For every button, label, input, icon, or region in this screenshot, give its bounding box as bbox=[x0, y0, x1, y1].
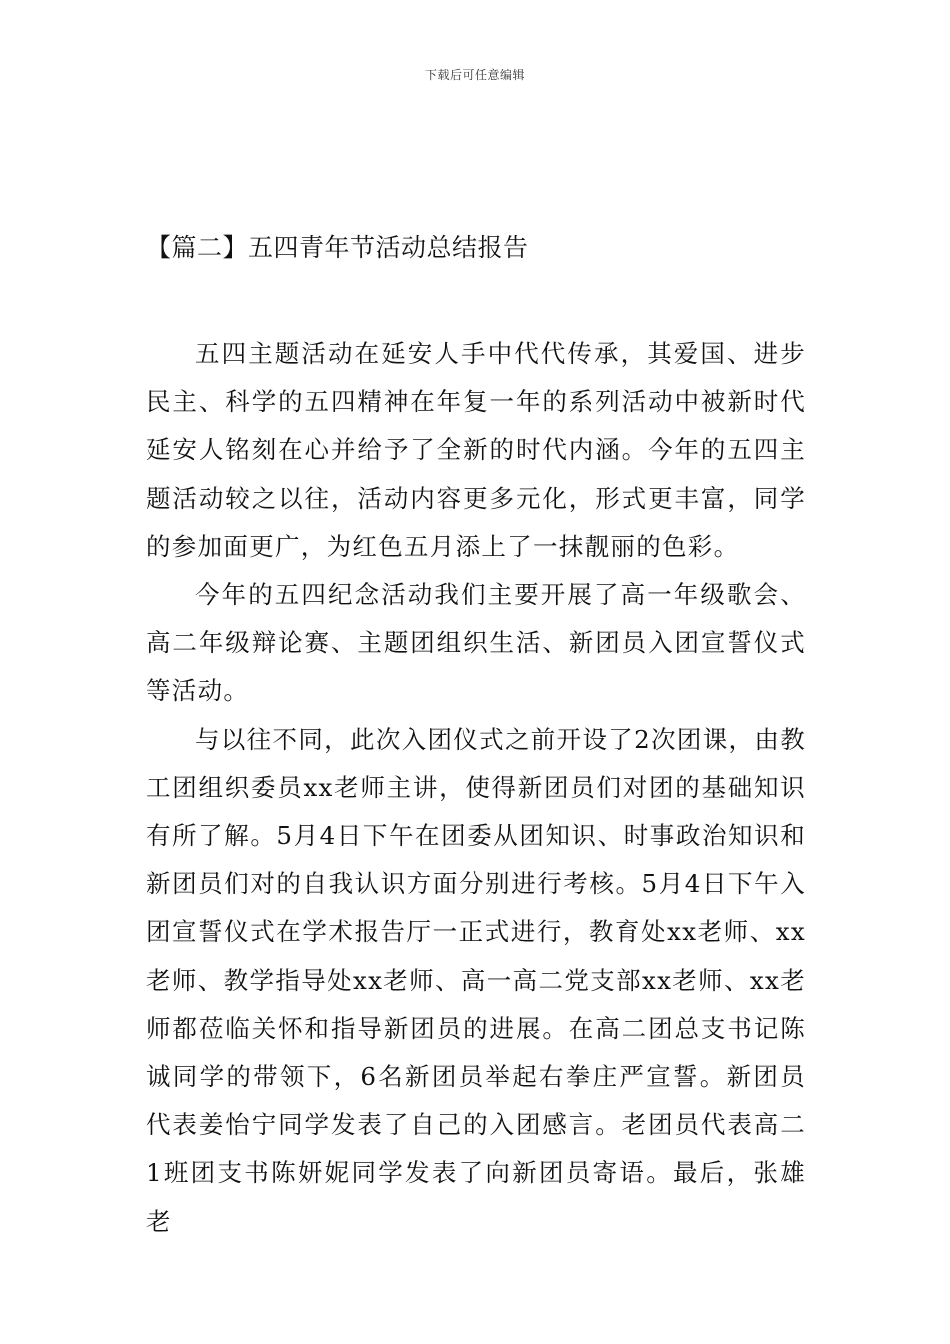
page-header-note: 下载后可任意编辑 bbox=[424, 68, 525, 82]
paragraph-3: 与以往不同，此次入团仪式之前开设了2次团课，由教工团组织委员xx老师主讲，使得新团员们对团的基础知识有所了解。5月4日下午在团委从团知识、时事政治知识和新团员们对的自我认识方面分别进行考核。5月4日下午入团宣誓仪式在学术报告厅一正式进行，教育处xx老师、xx老师、教学指导处xx老师、高一高二党支部xx老师、xx老师都莅临关怀和指导新团员的进展。在高二团总支书记陈诚同学的带领下，6名新团员举起右拳庄严宣誓。新团员代表姜怡宁同学发表了自己的入团感言。老团员代表高二1班团支书陈妍妮同学发表了向新团员寄语。最后，张雄老 bbox=[146, 724, 806, 1236]
document-body bbox=[146, 330, 806, 1246]
paragraph-2: 今年的五四纪念活动我们主要开展了高一年级歌会、高二年级辩论赛、主题团组织生活、新团员入团宣誓仪式等活动。 bbox=[146, 580, 806, 706]
paragraph-1: 五四主题活动在延安人手中代代传承，其爱国、进步民主、科学的五四精神在年复一年的系列活动中被新时代延安人铭刻在心并给予了全新的时代内涵。今年的五四主题活动较之以往，活动内容更多元化，形式更丰富，同学的参加面更广，为红色五月添上了一抹靓丽的色彩。 bbox=[146, 339, 806, 561]
document-title: 【篇二】五四青年节活动总结报告 bbox=[146, 233, 529, 262]
